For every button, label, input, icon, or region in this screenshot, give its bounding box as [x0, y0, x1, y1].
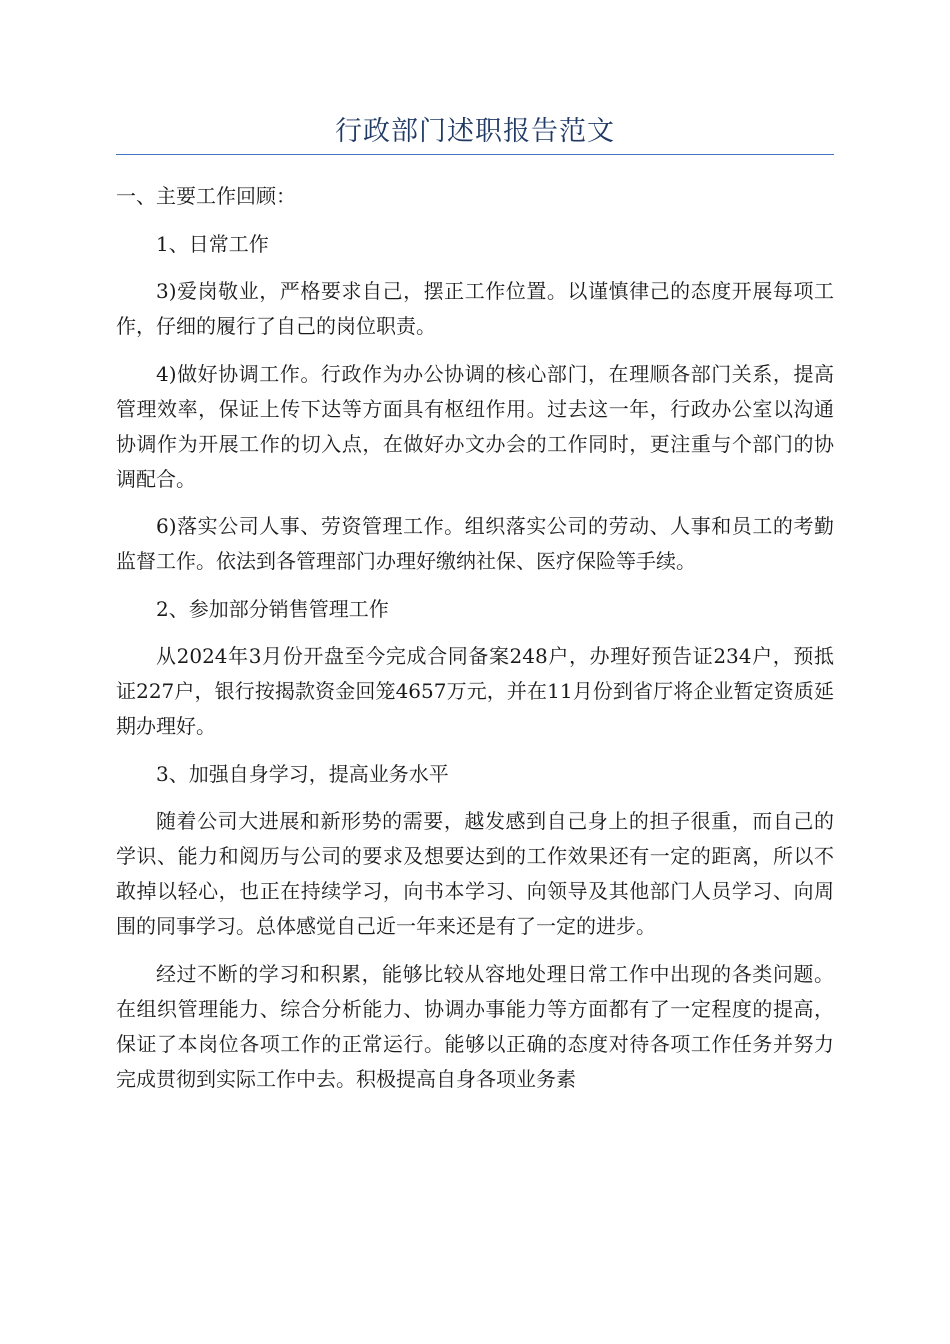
body-paragraph: 经过不断的学习和积累，能够比较从容地处理日常工作中出现的各类问题。在组织管理能力、综合分析能力、协调办事能力等方面都有了一定程度的提高，保证了本岗位各项工作的正常运行。能够以正确的态度对待各项工作任务并努力完成贯彻到实际工作中去。积极提高自身各项业务素 [116, 961, 834, 1091]
document-title: 行政部门述职报告范文 [335, 116, 615, 147]
document-body [116, 179, 834, 1109]
body-paragraph: 随着公司大进展和新形势的需要，越发感到自己身上的担子很重，而自己的学识、能力和阅历与公司的要求及想要达到的工作效果还有一定的距离，所以不敢掉以轻心，也正在持续学习，向书本学习、向领导及其他部门人员学习、向周围的同事学习。总体感觉自己近一年来还是有了一定的进步。 [116, 809, 834, 938]
subsection-heading: 2、参加部分销售管理工作 [156, 596, 389, 621]
body-paragraph: 3)爱岗敬业，严格要求自己，摆正工作位置。以谨慎律己的态度开展每项工作，仔细的履行了自己的岗位职责。 [116, 279, 834, 338]
body-paragraph: 从2024年3月份开盘至今完成合同备案248户，办理好预告证234户，预抵证227户，银行按揭款资金回笼4657万元，并在11月份到省厅将企业暂定资质延期办理好。 [116, 644, 834, 738]
subsection-heading: 1、日常工作 [156, 231, 269, 256]
body-paragraph: 4)做好协调工作。行政作为办公协调的核心部门，在理顺各部门关系，提高管理效率，保证上传下达等方面具有枢纽作用。过去这一年，行政办公室以沟通协调作为开展工作的切入点，在做好办文办会的工作同时，更注重与个部门的协调配合。 [116, 361, 834, 491]
subsection-heading: 3、加强自身学习，提高业务水平 [156, 761, 449, 786]
title-underline [116, 154, 834, 155]
body-paragraph: 6)落实公司人事、劳资管理工作。组织落实公司的劳动、人事和员工的考勤监督工作。依法到各管理部门办理好缴纳社保、医疗保险等手续。 [116, 514, 834, 573]
section-heading: 一、主要工作回顾： [116, 184, 296, 208]
